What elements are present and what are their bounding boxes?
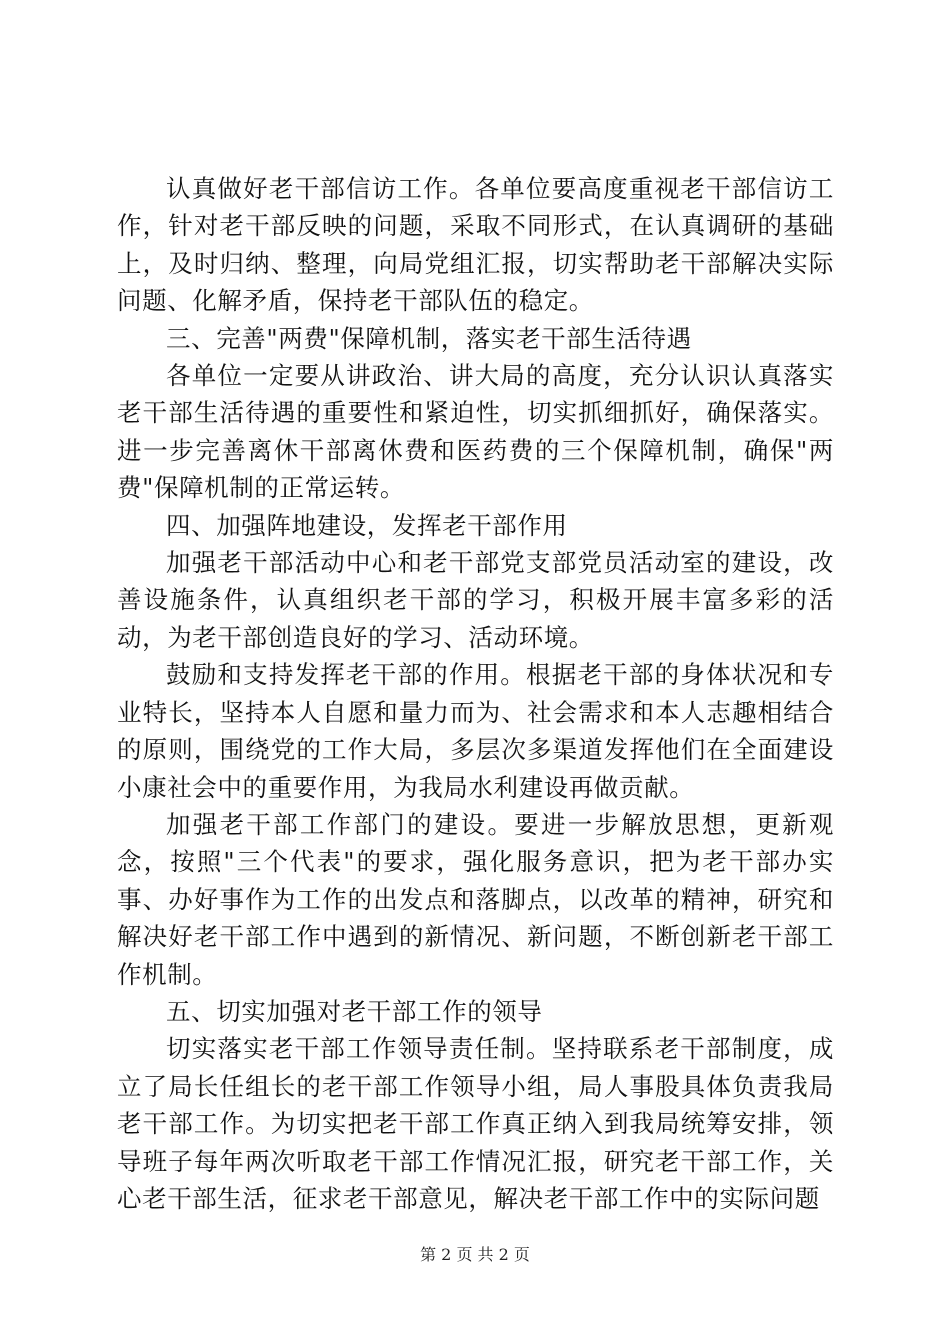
paragraph-encourage-role: 鼓励和支持发挥老干部的作用。根据老干部的身体状况和专业特长，坚持本人自愿和量力而为、社会需求和本人志趣相结合的原则，围绕党的工作大局，多层次多渠道发挥他们在全面建设小康社会中的重要作用，为我局水利建设再做贡献。: [117, 660, 834, 802]
paragraph-leadership-responsibility: 切实落实老干部工作领导责任制。坚持联系老干部制度，成立了局长任组长的老干部工作领导小组，局人事股具体负责我局老干部工作。为切实把老干部工作真正纳入到我局统筹安排，领导班子每年两次听取老干部工作情况汇报，研究老干部工作，关心老干部生活，征求老干部意见，解决老干部工作中的实际问题: [117, 1034, 834, 1213]
page-number-footer: 第 2 页 共 2 页: [420, 1245, 530, 1264]
paragraph-activity-center: 加强老干部活动中心和老干部党支部党员活动室的建设，改善设施条件，认真组织老干部的学习，积极开展丰富多彩的活动，为老干部创造良好的学习、活动环境。: [117, 548, 834, 652]
section-heading-four: 四、加强阵地建设，发挥老干部作用: [166, 510, 568, 540]
paragraph-letters-visits: 认真做好老干部信访工作。各单位要高度重视老干部信访工作，针对老干部反映的问题，采取不同形式，在认真调研的基础上，及时归纳、整理，向局党组汇报，切实帮助老干部解决实际问题、化解矛盾，保持老干部队伍的稳定。: [117, 174, 834, 316]
section-heading-three: 三、完善"两费"保障机制，落实老干部生活待遇: [166, 323, 692, 353]
document-body: [117, 170, 834, 1217]
paragraph-living-benefits: 各单位一定要从讲政治、讲大局的高度，充分认识认真落实老干部生活待遇的重要性和紧迫性，切实抓细抓好，确保落实。进一步完善离休干部离休费和医药费的三个保障机制，确保"两费"保障机制的正常运转。: [117, 361, 834, 503]
section-heading-five: 五、切实加强对老干部工作的领导: [166, 996, 543, 1026]
paragraph-department-building: 加强老干部工作部门的建设。要进一步解放思想，更新观念，按照"三个代表"的要求，强化服务意识，把为老干部办实事、办好事作为工作的出发点和落脚点，以改革的精神，研究和解决好老干部工作中遇到的新情况、新问题，不断创新老干部工作机制。: [117, 809, 834, 989]
